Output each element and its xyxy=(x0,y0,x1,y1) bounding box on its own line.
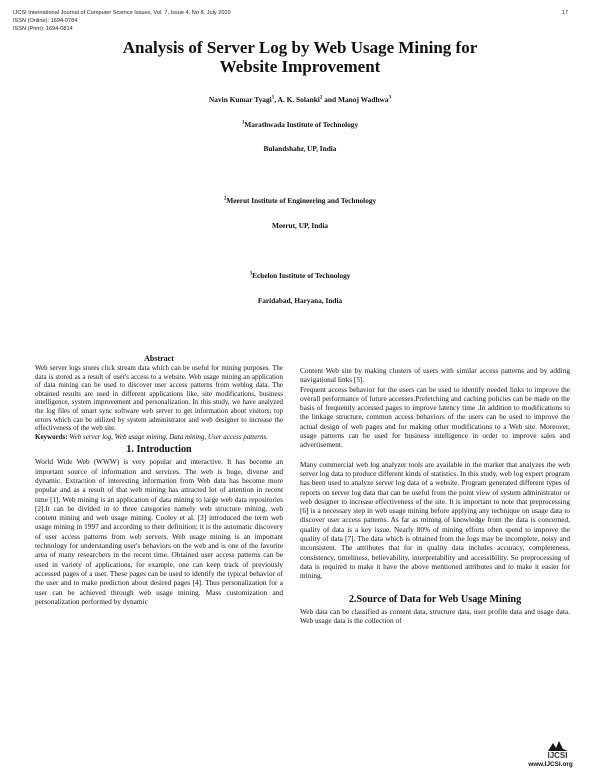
section-2-heading: 2.Source of Data for Web Usage Mining xyxy=(348,593,522,605)
abstract-text: Web server logs stores click stream data which can be useful for mining purposes. The data is stored as a result of user's access to a website. Web usage mining an application of data mining can be used to discover user access patterns from weblog data. The obtained results are used in different applications like, site modifications, business intelligence, system improvement and personalization. In this study, we have analyzed the log files of smart sync software web server to get information about visitors; top errors which can be utilized by system administrator and web designer to increase the effectiveness of the web site. xyxy=(35,364,283,433)
affiliation-1-name xyxy=(0,120,600,129)
issn-online: ISSN (Online): 1694-0784 xyxy=(13,18,78,24)
affiliation-2-name xyxy=(0,196,600,205)
keywords-label: Keywords: xyxy=(35,432,68,441)
keywords xyxy=(35,433,283,442)
ijcsi-logo xyxy=(530,740,585,769)
affiliation-3-name xyxy=(0,271,600,280)
author-1: Navin Kumar Tyagi xyxy=(208,95,272,104)
affiliation-3-sup: 3 xyxy=(249,271,253,277)
author-and: and xyxy=(324,95,337,104)
right-column xyxy=(300,366,570,625)
right-paragraph-2: Frequent access behavior for the users can be used to identify needed links to improve the overall performance of future accesses.Prefetching and caching policies can be made on the basis of frequently accessed pages to improve latency time .In addition to modifications to the linkage structure, common access behaviors of the users can be used to improve the actual design of web pages and for making other modifications to a Web site. Moreover, usage patterns can be used for business intelligence in order to improve sales and advertisement. xyxy=(300,384,570,450)
affiliation-1-place: Bulandshahr, UP, India xyxy=(263,144,337,153)
section-1-heading: 1. Introduction xyxy=(126,444,192,456)
left-column xyxy=(35,354,283,606)
title-line-1: Analysis of Server Log by Web Usage Mining for xyxy=(122,38,478,57)
author-list: Navin Kumar Tyagi$^1$, A. K. Solanki$^2$ and Manoj Wadhwa$^3$ xyxy=(208,95,392,104)
right-paragraph-4: Web data can be classified as content data, structure data, user profile data and usage data. Web usage data is the collection of xyxy=(300,606,570,625)
ijcsi-url[interactable]: www.IJCSI.org xyxy=(528,761,573,768)
running-header xyxy=(13,9,588,33)
right-paragraph-3: Many commercial web log analyzer tools are available in the market that analyzes the web server log data to produce different kinds of statistics. In this study, web log expert program has been used to analyze server log data of a website. Program generated different types of reports on server log data that can be useful from the point view of system administrator or web designer to increase effectiveness of the site. It is important to note that preprocessing [6] is a necessary step in web usage mining before applying any technique on usage data to discover user access patterns. As far as mining of knowledge from the data is concerned, quality of data is a key issue. Nearly 80% of mining efforts often spend to improve the quality of data [7]. The data which is obtained from the logs may be incomplete, noisy and inconsistent. The attributes that for in quality data includes accuracy, completeness, consistency, timeliness, believability, interpretability and accessibility. So preprocessing of data is required to make it have the above mentioned attributes and to make it easier for mining. xyxy=(300,459,570,581)
page-number: 17 xyxy=(561,10,568,16)
author-2-sup: 2 xyxy=(319,95,323,101)
author-3: Manoj Wadhwa xyxy=(338,95,389,104)
affiliation-2-label: Meerut Institute of Engineering and Technology xyxy=(226,196,377,205)
paper-title xyxy=(0,38,600,76)
affiliation-2-sup: 2 xyxy=(223,196,227,202)
ijcsi-logo-name: IJCSI xyxy=(547,751,568,760)
affiliation-3-label: Echelon Institute of Technology xyxy=(252,271,351,280)
affiliation-3-place: Faridabad, Haryana, India xyxy=(257,296,343,305)
journal-line: IJCSI International Journal of Computer Science Issues, Vol. 7, Issue 4, No 8, July 2010 xyxy=(13,10,231,16)
keywords-list: Web server log, Web usage mining, Data mining, User access patterns. xyxy=(69,432,268,441)
affiliation-1-sup: 1 xyxy=(241,120,245,126)
abstract-heading: Abstract xyxy=(144,354,174,363)
author-2: A. K. Solanki xyxy=(277,95,320,104)
right-paragraph-1: Content Web site by making clusters of users with similar access patterns and by adding navigational links [5]. xyxy=(300,366,570,385)
section-1-text: World Wide Web (WWW) is very popular and interactive. It has become an important source of information and services. The web is huge, diverse and dynamic. Extraction of interesting information from Web data has become more popular and as a result of that web mining has attracted lot of attention in recent time [1]. Web mining is an application of data mining to large web data repositories [2].It can be divided in to three categories namely web structure mining, web content mining and web usage mining. Cooley et al. [3] introduced the term web usage mining in 1997 and according to their definition; it is the automatic discovery of user access patterns from web servers. Web usage mining is an important technology for understanding user's behaviors on the web and is one of the favorite area of many researchers in the recent time. Obtained user access patterns can be used in variety of applications, for example, one can keep track of previously accessed pages of a user. These pages can be used to identify the typical behavior of the user and to make prediction about desired pages [4]. Thus personalization for a user can be achieved through web usage mining. Mass customization and personalization performed by dynamic xyxy=(35,457,283,606)
issn-print: ISSN (Print): 1694-0814 xyxy=(13,26,73,32)
affiliation-1-label: Marathwada Institute of Technology xyxy=(244,120,359,129)
author-1-sup: 1 xyxy=(271,95,275,101)
affiliation-2-place: Meerut, UP, India xyxy=(271,221,329,230)
author-3-sup: 3 xyxy=(388,95,392,101)
title-line-2: Website Improvement xyxy=(219,57,381,76)
